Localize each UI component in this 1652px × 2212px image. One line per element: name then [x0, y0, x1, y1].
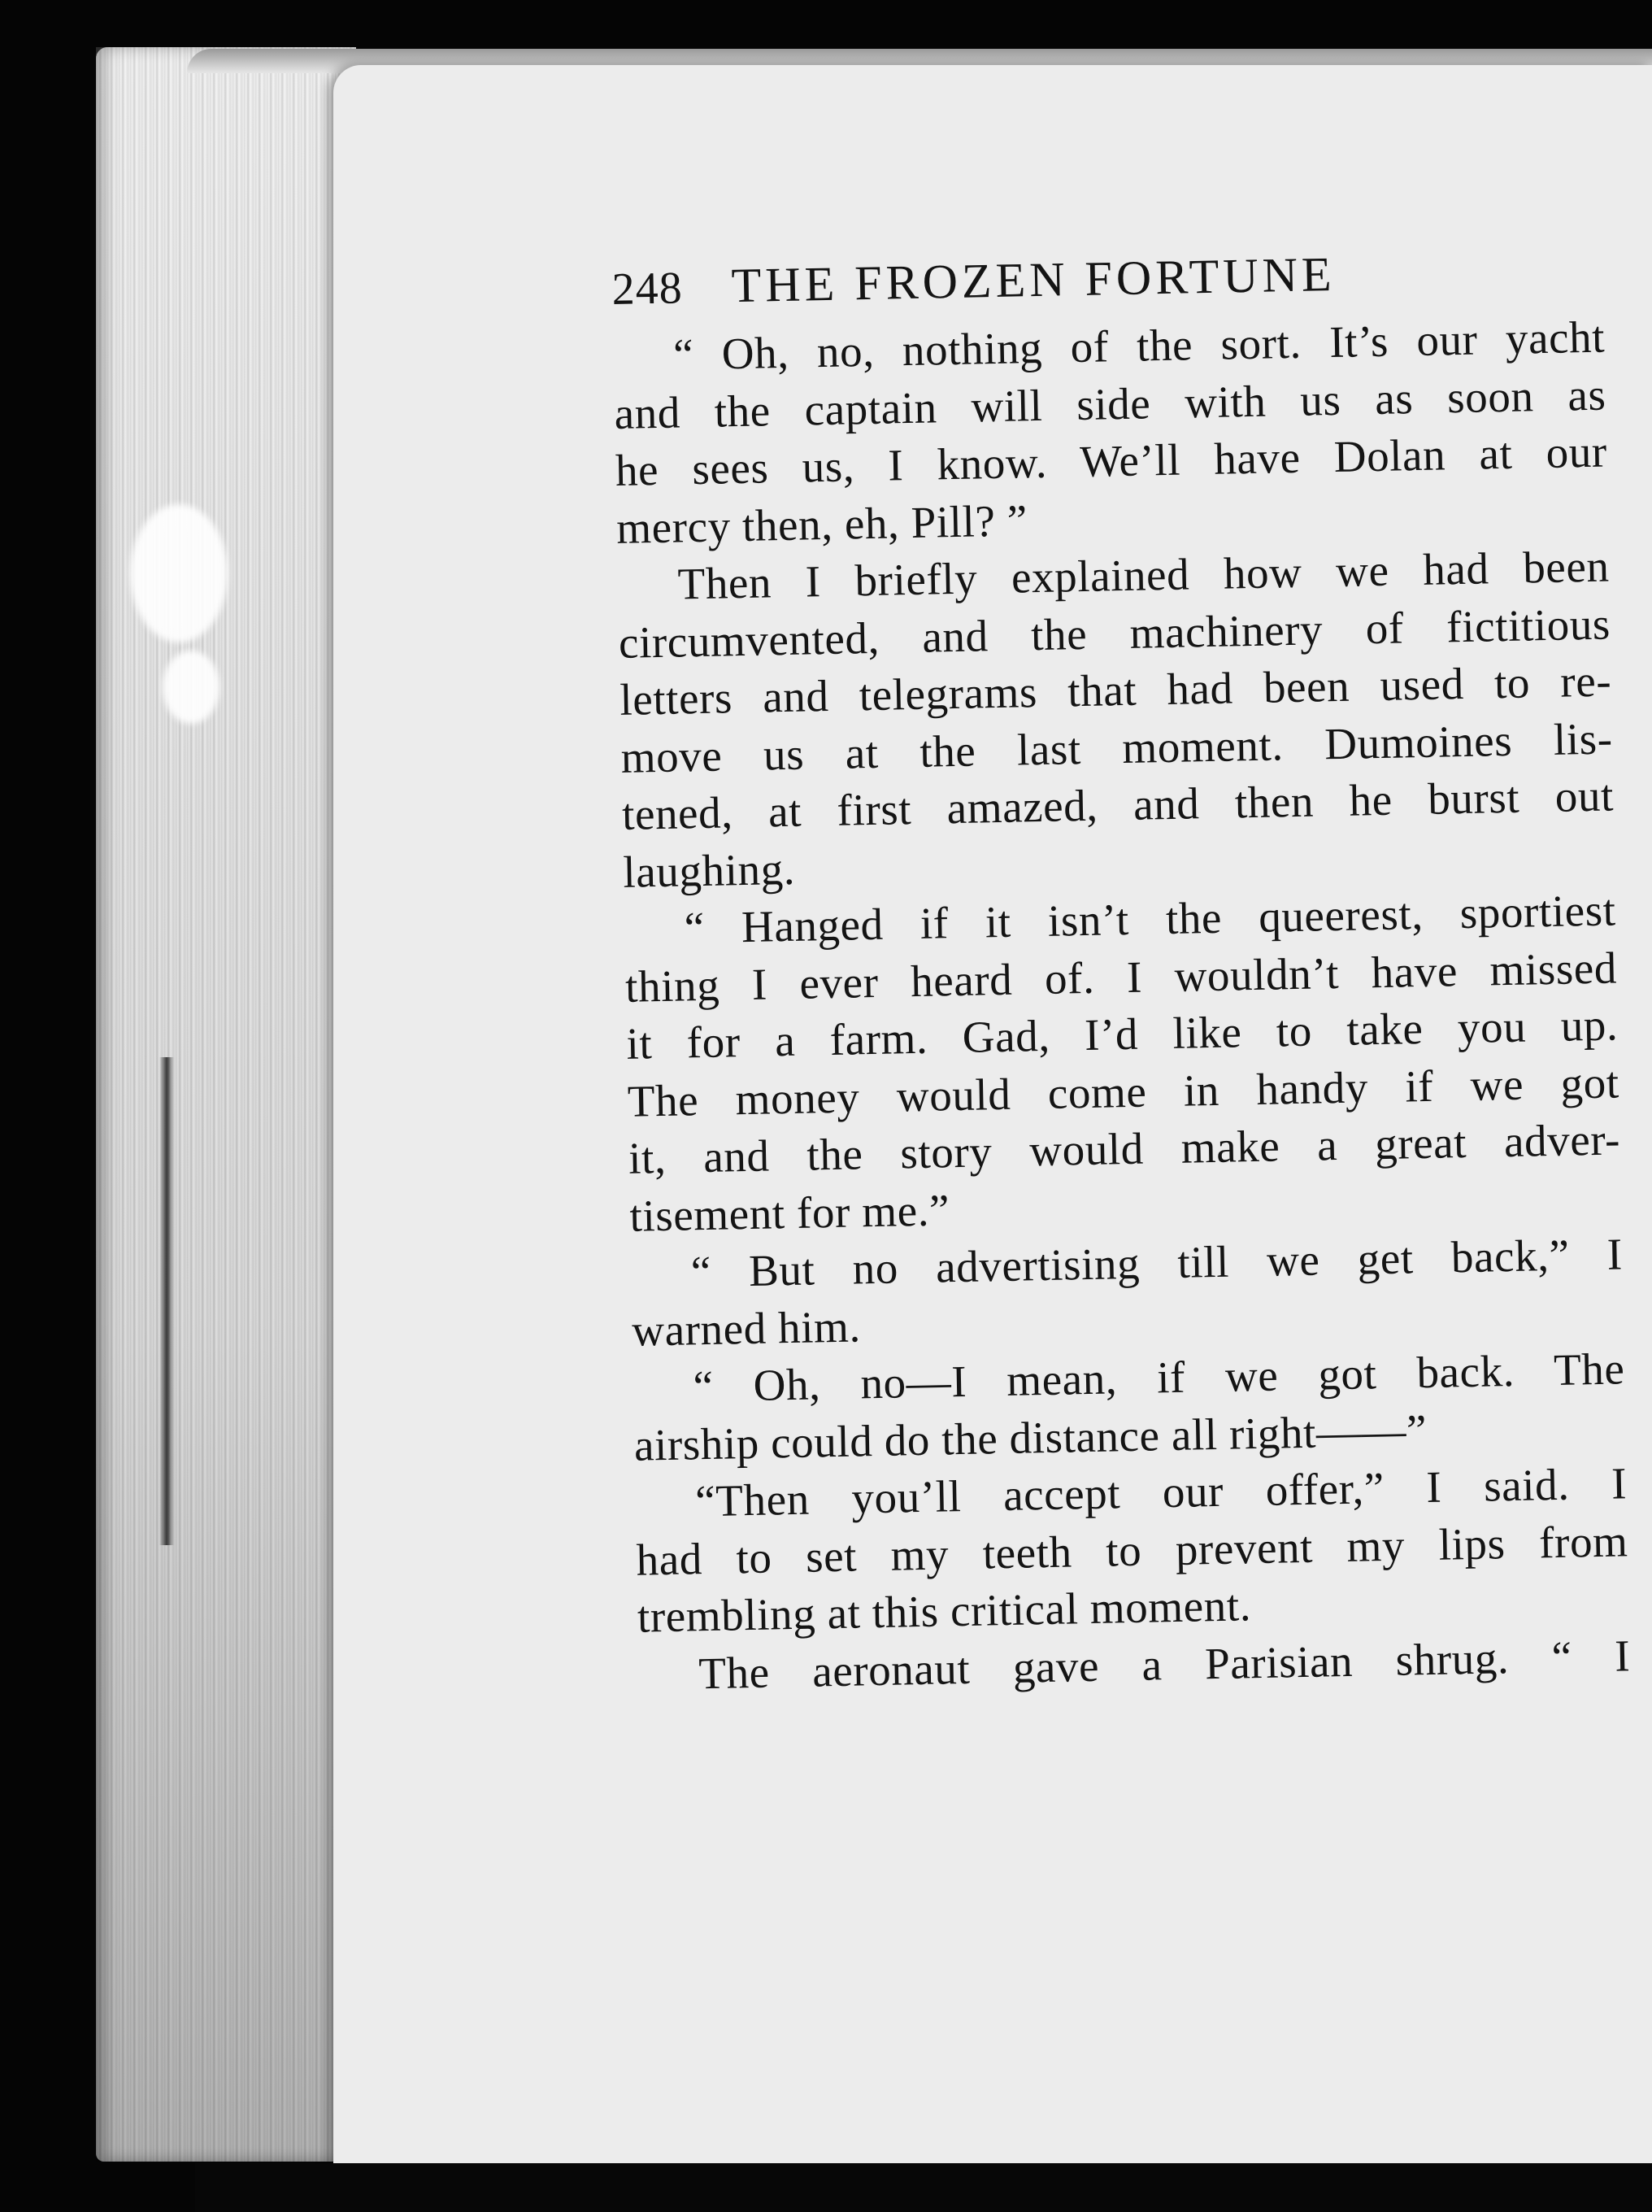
text-line: “ Oh, no—I mean, if we got back. The [693, 1343, 1625, 1412]
paper-stain [130, 504, 228, 642]
text-line: tisement for me.” [628, 1184, 950, 1241]
book-page-edges [96, 47, 356, 2162]
body-text [613, 309, 1631, 1704]
book-bottom-shadow [195, 2163, 1652, 2212]
text-line: airship could do the distance all right——” [633, 1404, 1428, 1470]
text-line: “ But no advertising till we get back,” I [690, 1229, 1624, 1297]
text-line: circumvented, and the machinery of fictitious [618, 598, 1611, 668]
text-line: had to set my teeth to prevent my lips from [636, 1515, 1629, 1585]
text-line: trembling at this critical moment. [637, 1580, 1252, 1642]
text-line: “ Hanged if it isn’t the queerest, sportiest [684, 885, 1617, 953]
page-number: 248 [611, 263, 684, 315]
text-line: move us at the last moment. Dumoines lis- [620, 712, 1614, 782]
running-title: THE FROZEN FORTUNE [730, 246, 1337, 313]
text-line: he sees us, I know. We’ll have Dolan at our [615, 426, 1608, 495]
text-line: “ Oh, no, nothing of the sort. It’s our yacht [672, 311, 1606, 380]
text-line: warned him. [631, 1300, 862, 1356]
text-line: laughing. [622, 843, 796, 897]
text-line: it, and the story would make a great adver- [628, 1114, 1621, 1183]
text-line: tened, at first amazed, and then he burst out [621, 770, 1615, 839]
text-line: Then I briefly explained how we had been [677, 541, 1611, 609]
text-line: “Then you’ll accept our offer,” I said. I [694, 1458, 1628, 1526]
paper-stain [163, 651, 220, 724]
page-edge-shadow [159, 1057, 174, 1545]
text-line: The money would come in handy if we got [627, 1056, 1620, 1126]
text-line: and the captain will side with us as soon as [614, 369, 1606, 438]
text-line: The aeronaut gave a Parisian shrug. “ I [698, 1630, 1631, 1698]
page-text-block [611, 242, 1631, 1704]
text-line: letters and telegrams that had been used to re- [619, 655, 1612, 725]
text-line: it for a farm. Gad, I’d like to take you up. [625, 999, 1619, 1069]
text-line: thing I ever heard of. I wouldn’t have missed [624, 942, 1618, 1012]
text-line: mercy then, eh, Pill? ” [615, 494, 1028, 553]
